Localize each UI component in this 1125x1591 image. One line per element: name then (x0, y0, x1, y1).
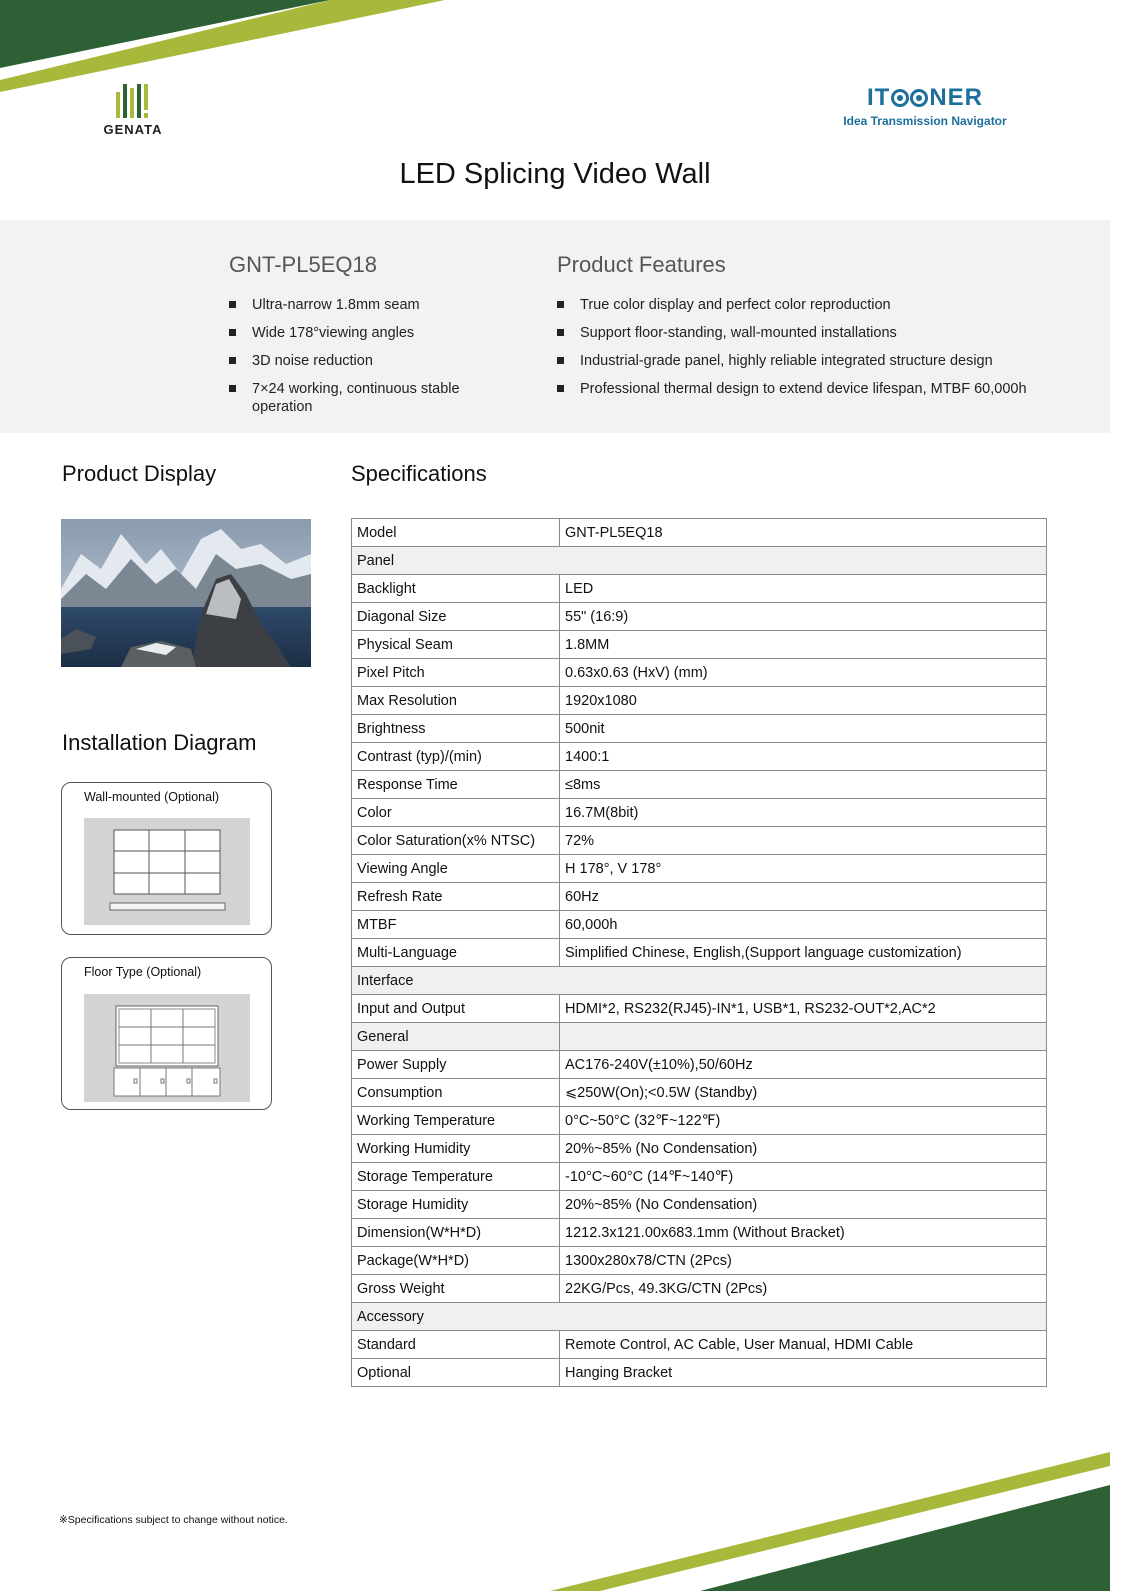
table-row (352, 939, 1047, 967)
spec-value: 1212.3x121.00x683.1mm (Without Bracket) (560, 1219, 1047, 1247)
genata-logo (98, 82, 168, 137)
spec-value: 1.8MM (560, 631, 1047, 659)
floor-type-card (61, 957, 272, 1110)
table-row (352, 1359, 1047, 1387)
double-ring-icon (891, 89, 928, 107)
product-features (557, 252, 1097, 408)
itooner-suffix: NER (929, 84, 983, 111)
spec-label: Input and Output (352, 995, 560, 1023)
genata-bars-icon (114, 82, 152, 118)
table-row (352, 1219, 1047, 1247)
model-bullets (229, 296, 529, 416)
spec-label: Max Resolution (352, 687, 560, 715)
spec-value: 500nit (560, 715, 1047, 743)
table-row (352, 855, 1047, 883)
itooner-prefix: IT (867, 84, 891, 111)
section-title: Panel (352, 547, 1047, 575)
feature-bullets (557, 296, 1097, 398)
spec-label: Response Time (352, 771, 560, 799)
floor-type-label: Floor Type (Optional) (84, 965, 202, 979)
table-row (352, 1079, 1047, 1107)
table-row (352, 1107, 1047, 1135)
table-row (352, 1191, 1047, 1219)
spec-value: 1400:1 (560, 743, 1047, 771)
table-section-row (352, 1023, 1047, 1051)
table-row (352, 743, 1047, 771)
list-item: 7×24 working, continuous stable operation (229, 380, 482, 416)
table-row (352, 715, 1047, 743)
spec-value: H 178°, V 178° (560, 855, 1047, 883)
list-item: Support floor-standing, wall-mounted installations (557, 324, 1097, 342)
spec-label: Multi-Language (352, 939, 560, 967)
spec-value: -10°C~60°C (14℉~140℉) (560, 1163, 1047, 1191)
spec-value: 20%~85% (No Condensation) (560, 1135, 1047, 1163)
spec-value: HDMI*2, RS232(RJ45)-IN*1, USB*1, RS232-OUT*2,AC*2 (560, 995, 1047, 1023)
footnote: ※Specifications subject to change without notice. (59, 1514, 288, 1526)
spec-label: Diagonal Size (352, 603, 560, 631)
table-row (352, 1247, 1047, 1275)
table-row (352, 603, 1047, 631)
list-item: Professional thermal design to extend device lifespan, MTBF 60,000h (557, 380, 1097, 398)
table-row (352, 631, 1047, 659)
section-title: Interface (352, 967, 1047, 995)
table-row (352, 995, 1047, 1023)
spec-label: Gross Weight (352, 1275, 560, 1303)
table-row (352, 1051, 1047, 1079)
spec-label: Storage Temperature (352, 1163, 560, 1191)
spec-value: 20%~85% (No Condensation) (560, 1191, 1047, 1219)
floor-type-diagram (84, 994, 250, 1102)
spec-value: AC176-240V(±10%),50/60Hz (560, 1051, 1047, 1079)
installation-heading: Installation Diagram (62, 730, 257, 755)
spec-value: 0.63x0.63 (HxV) (mm) (560, 659, 1047, 687)
specifications-table (351, 518, 1047, 1387)
spec-label: Power Supply (352, 1051, 560, 1079)
table-row (352, 911, 1047, 939)
spec-value: 22KG/Pcs, 49.3KG/CTN (2Pcs) (560, 1275, 1047, 1303)
product-display-heading: Product Display (62, 461, 217, 486)
itooner-tagline: Idea Transmission Navigator (843, 114, 1007, 128)
model-summary (229, 252, 529, 426)
table-row (352, 659, 1047, 687)
spec-value: 1300x280x78/CTN (2Pcs) (560, 1247, 1047, 1275)
spec-value: 0°C~50°C (32℉~122℉) (560, 1107, 1047, 1135)
specifications-heading: Specifications (351, 461, 487, 486)
spec-value: GNT-PL5EQ18 (560, 519, 1047, 547)
top-left-stripe-decoration (0, 0, 450, 95)
spec-value: Remote Control, AC Cable, User Manual, HDMI Cable (560, 1331, 1047, 1359)
spec-value (560, 1023, 1047, 1051)
model-heading: GNT-PL5EQ18 (229, 252, 377, 277)
list-item: Industrial-grade panel, highly reliable integrated structure design (557, 352, 1097, 370)
spec-label: MTBF (352, 911, 560, 939)
spec-label: Working Humidity (352, 1135, 560, 1163)
spec-value: 1920x1080 (560, 687, 1047, 715)
features-heading: Product Features (557, 252, 726, 277)
spec-value: LED (560, 575, 1047, 603)
wall-mounted-label: Wall-mounted (Optional) (84, 790, 220, 804)
spec-label: Contrast (typ)/(min) (352, 743, 560, 771)
section-title: General (352, 1023, 560, 1051)
table-section-row (352, 1303, 1047, 1331)
spec-label: Working Temperature (352, 1107, 560, 1135)
spec-value: 60Hz (560, 883, 1047, 911)
list-item: 3D noise reduction (229, 352, 529, 370)
spec-label: Color (352, 799, 560, 827)
spec-label: Standard (352, 1331, 560, 1359)
table-section-row (352, 547, 1047, 575)
wall-mounted-diagram (84, 818, 250, 925)
spec-value: Simplified Chinese, English,(Support language customization) (560, 939, 1047, 967)
spec-label: Viewing Angle (352, 855, 560, 883)
spec-label: Refresh Rate (352, 883, 560, 911)
table-row (352, 1163, 1047, 1191)
spec-label: Color Saturation(x% NTSC) (352, 827, 560, 855)
page-title: LED Splicing Video Wall (399, 158, 711, 190)
spec-label: Consumption (352, 1079, 560, 1107)
spec-label: Pixel Pitch (352, 659, 560, 687)
table-row (352, 1331, 1047, 1359)
table-row (352, 687, 1047, 715)
spec-value: ⩽250W(On);<0.5W (Standby) (560, 1079, 1047, 1107)
spec-value: ≤8ms (560, 771, 1047, 799)
table-row (352, 771, 1047, 799)
spec-value: Hanging Bracket (560, 1359, 1047, 1387)
table-row (352, 1135, 1047, 1163)
list-item: Wide 178°viewing angles (229, 324, 529, 342)
spec-value: 60,000h (560, 911, 1047, 939)
genata-wordmark: GENATA (103, 122, 163, 137)
table-row (352, 1275, 1047, 1303)
spec-label: Storage Humidity (352, 1191, 560, 1219)
spec-label: Physical Seam (352, 631, 560, 659)
spec-label: Brightness (352, 715, 560, 743)
list-item: Ultra-narrow 1.8mm seam (229, 296, 529, 314)
spec-label: Package(W*H*D) (352, 1247, 560, 1275)
table-section-row (352, 967, 1047, 995)
section-title: Accessory (352, 1303, 1047, 1331)
wall-mounted-card (61, 782, 272, 935)
table-row (352, 883, 1047, 911)
table-row (352, 827, 1047, 855)
product-display-photo (61, 519, 311, 667)
itooner-logo (830, 84, 1020, 128)
spec-label: Optional (352, 1359, 560, 1387)
itooner-wordmark (830, 84, 1020, 112)
spec-label: Backlight (352, 575, 560, 603)
spec-value: 16.7M(8bit) (560, 799, 1047, 827)
spec-label: Dimension(W*H*D) (352, 1219, 560, 1247)
list-item: True color display and perfect color reproduction (557, 296, 1097, 314)
bottom-right-stripe-decoration (550, 1452, 1110, 1591)
spec-value: 72% (560, 827, 1047, 855)
table-row (352, 575, 1047, 603)
table-row (352, 519, 1047, 547)
spec-value: 55" (16:9) (560, 603, 1047, 631)
spec-label: Model (352, 519, 560, 547)
table-row (352, 799, 1047, 827)
